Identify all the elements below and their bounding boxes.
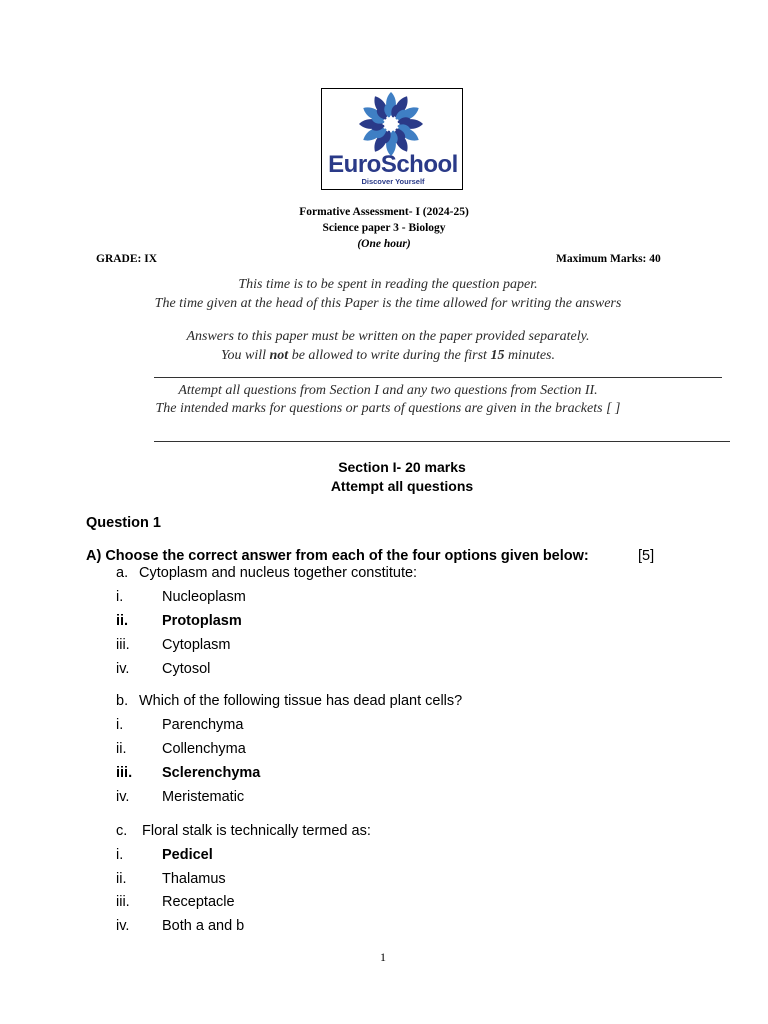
option-text-correct: Pedicel — [162, 847, 213, 863]
option-number: iii. — [116, 894, 130, 910]
option-number: ii. — [116, 741, 127, 757]
logo-tagline: Discover Yourself — [361, 177, 425, 186]
emphasis-not: not — [269, 348, 289, 363]
item-letter: c. — [116, 823, 128, 839]
option-number: i. — [116, 717, 124, 733]
instruction-line-2: The time given at the head of this Paper is the time allowed for writing the answers — [154, 296, 622, 311]
option-text: Cytoplasm — [162, 637, 231, 653]
item-question: Floral stalk is technically termed as: — [142, 823, 371, 839]
option-number: iv. — [116, 789, 130, 805]
question-heading: Question 1 — [86, 515, 161, 531]
option-number: iv. — [116, 918, 130, 934]
instruction-line-6: The intended marks for questions or parts of questions are given in the brackets [ ] — [155, 401, 621, 416]
instruction-line-5: Attempt all questions from Section I and any two questions from Section II. — [178, 383, 598, 398]
instruction-line-1: This time is to be spent in reading the question paper. — [238, 277, 538, 292]
exam-subject: Science paper 3 - Biology — [322, 222, 446, 234]
option-text-correct: Sclerenchyma — [162, 765, 261, 781]
item-question: Which of the following tissue has dead plant cells? — [139, 693, 463, 709]
option-number: iii. — [116, 637, 130, 653]
logo-wordmark: EuroSchool — [328, 151, 458, 178]
instruction-line-3: Answers to this paper must be written on the paper provided separately. — [186, 329, 590, 344]
option-text-correct: Protoplasm — [162, 613, 242, 629]
option-text: Receptacle — [162, 894, 235, 910]
flower-logo-icon — [346, 89, 436, 159]
item-letter: b. — [116, 693, 129, 709]
option-number: i. — [116, 589, 124, 605]
option-text: Thalamus — [162, 871, 226, 887]
exam-duration: (One hour) — [357, 238, 411, 250]
divider-bottom — [154, 441, 730, 442]
option-text: Meristematic — [162, 789, 245, 805]
option-number: ii. — [116, 871, 127, 887]
option-text: Both a and b — [162, 918, 245, 934]
option-text: Parenchyma — [162, 717, 244, 733]
grade-label: GRADE: IX — [96, 253, 158, 265]
max-marks-label: Maximum Marks: 40 — [556, 253, 661, 265]
option-text: Cytosol — [162, 661, 211, 677]
emphasis-minutes: 15 — [490, 348, 505, 363]
section-subtitle: Attempt all questions — [330, 478, 474, 494]
section-title: Section I- 20 marks — [338, 459, 466, 475]
instruction-line-4: You will not be allowed to write during the first 15 minutes. — [221, 348, 555, 363]
option-number-correct: ii. — [116, 613, 129, 629]
option-number: iv. — [116, 661, 130, 677]
item-letter: a. — [116, 565, 129, 581]
option-number: i. — [116, 847, 124, 863]
part-a-marks: [5] — [638, 548, 655, 564]
divider-top — [154, 377, 722, 378]
question-part-a: A) Choose the correct answer from each of the four options given below: — [86, 548, 589, 564]
option-text: Nucleoplasm — [162, 589, 246, 605]
school-logo — [321, 88, 463, 190]
item-question: Cytoplasm and nucleus together constitute: — [139, 565, 418, 581]
exam-title: Formative Assessment- I (2024-25) — [299, 206, 469, 218]
option-number-correct: iii. — [116, 765, 133, 781]
option-text: Collenchyma — [162, 741, 246, 757]
page-number: 1 — [380, 950, 386, 964]
